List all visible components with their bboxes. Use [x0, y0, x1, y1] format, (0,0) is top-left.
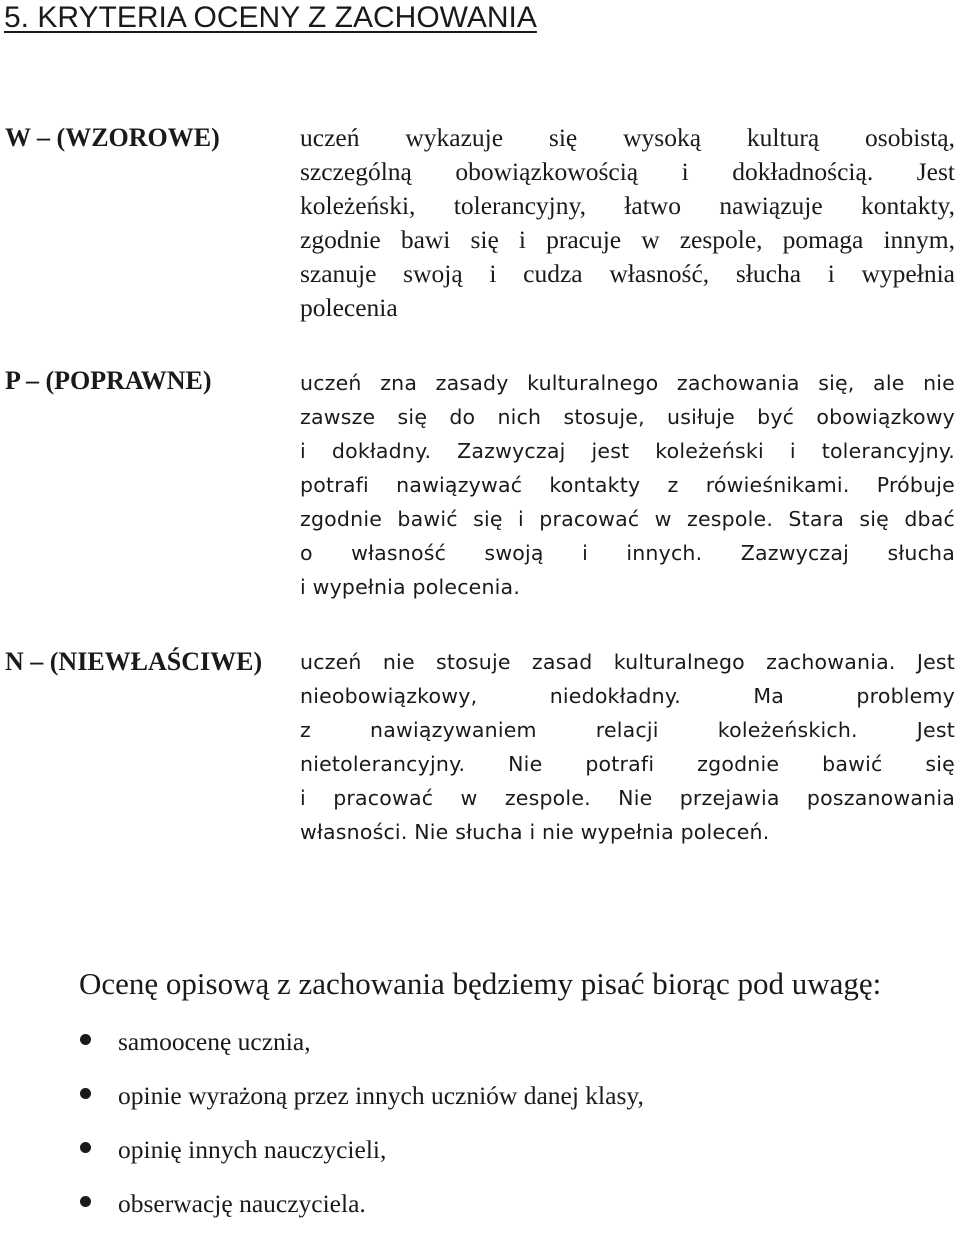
list-item — [80, 1020, 644, 1074]
page-title: 5. KRYTERIA OCENY Z ZACHOWANIA — [4, 1, 537, 34]
bullet-icon — [80, 1142, 91, 1153]
list-item-text: opinię innych nauczycieli, — [118, 1135, 387, 1164]
bullet-icon — [80, 1034, 91, 1045]
description-line: uczeń nie stosuje zasad kulturalnego zachowania. Jest — [300, 650, 955, 674]
grade-label-wzorowe: W – (WZOROWE) — [5, 123, 220, 152]
description-line: własności. Nie słucha i nie wypełnia poleceń. — [300, 820, 770, 844]
description-line: z nawiązywaniem relacji koleżeńskich. Jest — [300, 718, 955, 742]
grade-description-wzorowe — [300, 121, 955, 325]
description-line: o własność swoją i innych. Zazwyczaj słucha — [300, 541, 955, 565]
descriptive-assessment-heading: Ocenę opisową z zachowania będziemy pisać biorąc pod uwagę: — [79, 966, 882, 1001]
list-item — [80, 1074, 644, 1128]
grade-description-poprawne — [300, 366, 955, 604]
list-item-text: obserwację nauczyciela. — [118, 1189, 366, 1218]
description-line: polecenia — [300, 293, 398, 322]
grade-label-niewlasciwe: N – (NIEWŁAŚCIWE) — [5, 647, 263, 676]
list-item — [80, 1182, 644, 1236]
description-line: i pracować w zespole. Nie przejawia poszanowania — [300, 786, 955, 810]
bullet-icon — [80, 1196, 91, 1207]
description-line: koleżeński, tolerancyjny, łatwo nawiązuje kontakty, — [300, 191, 955, 220]
description-line: uczeń zna zasady kulturalnego zachowania się, ale nie — [300, 371, 955, 395]
description-line: nieobowiązkowy, niedokładny. Ma problemy — [300, 684, 955, 708]
description-line: nietolerancyjny. Nie potrafi zgodnie bawić się — [300, 752, 955, 776]
description-line: potrafi nawiązywać kontakty z rówieśnikami. Próbuje — [300, 473, 955, 497]
bullet-icon — [80, 1088, 91, 1099]
description-line: i dokładny. Zazwyczaj jest koleżeński i tolerancyjny. — [300, 439, 955, 463]
description-line: i wypełnia polecenia. — [300, 575, 521, 599]
list-item-text: samoocenę ucznia, — [118, 1027, 311, 1056]
description-line: uczeń wykazuje się wysoką kulturą osobistą, — [300, 123, 955, 152]
description-line: zawsze się do nich stosuje, usiłuje być obowiązkowy — [300, 405, 955, 429]
list-item-text: opinie wyrażoną przez innych uczniów danej klasy, — [118, 1081, 644, 1110]
grade-description-niewlasciwe — [300, 645, 955, 849]
grade-label-poprawne: P – (POPRAWNE) — [5, 366, 212, 395]
criteria-list — [80, 1020, 644, 1236]
description-line: szczególną obowiązkowością i dokładnością. Jest — [300, 157, 955, 186]
description-line: szanuje swoją i cudza własność, słucha i wypełnia — [300, 259, 955, 288]
list-item — [80, 1128, 644, 1182]
description-line: zgodnie bawi się i pracuje w zespole, pomaga innym, — [300, 225, 955, 254]
description-line: zgodnie bawić się i pracować w zespole. Stara się dbać — [300, 507, 955, 531]
